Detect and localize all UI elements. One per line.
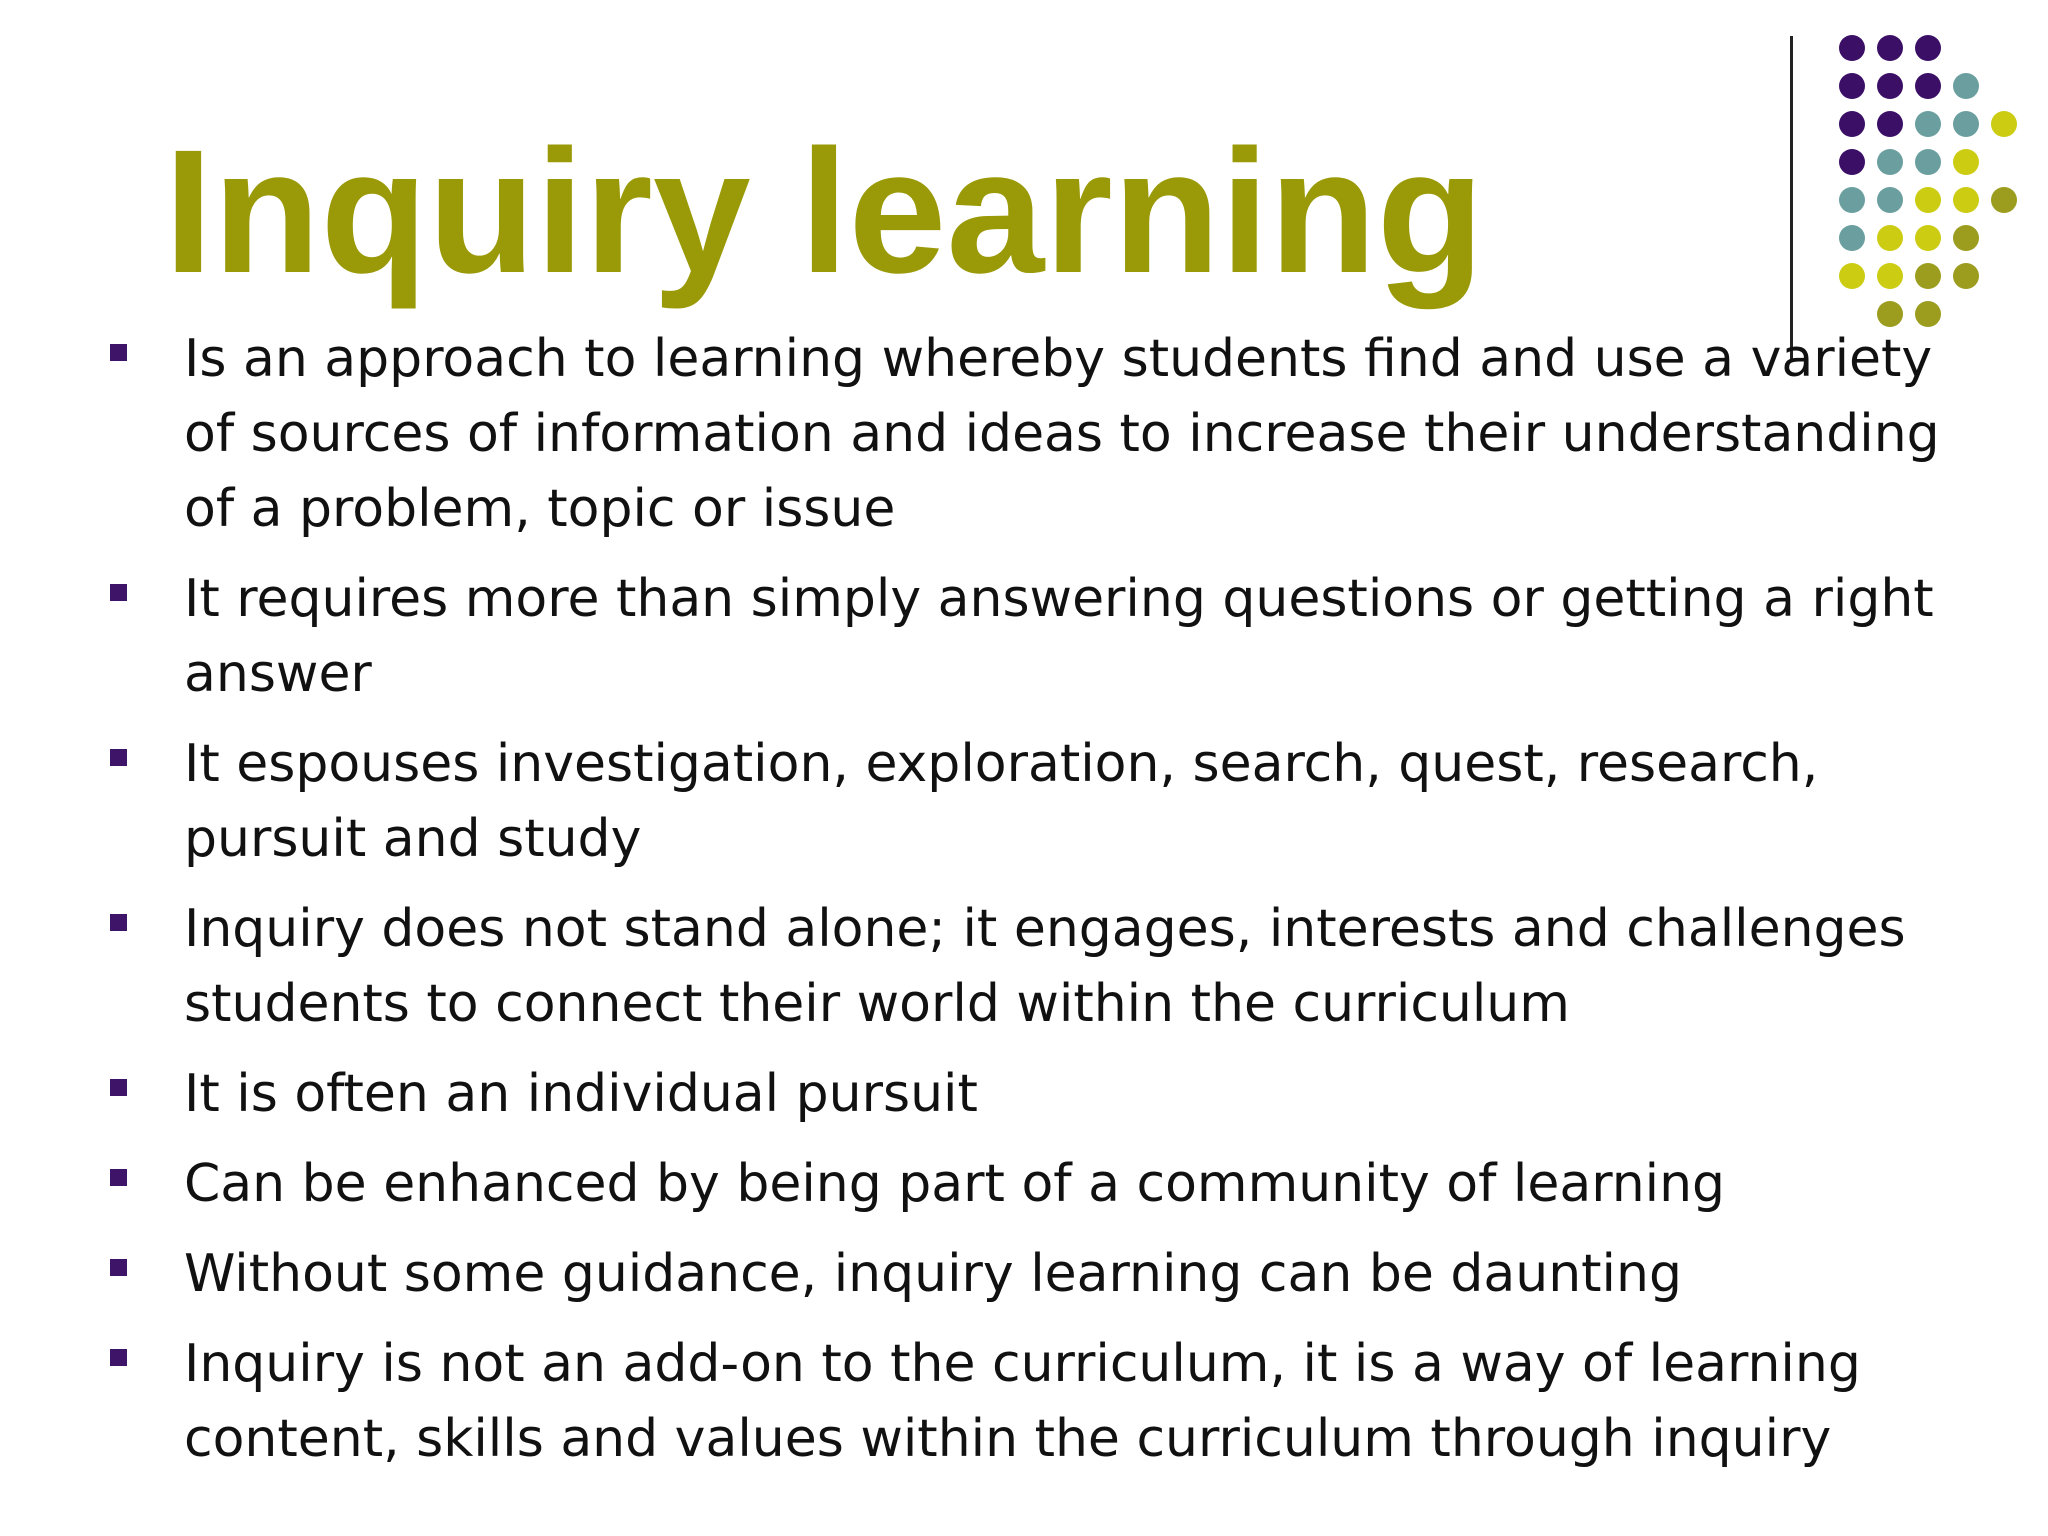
bullet-item bbox=[104, 892, 1944, 1042]
bullet-item bbox=[104, 1057, 1944, 1132]
decorative-dot bbox=[1953, 263, 1979, 289]
bullet-text: It espouses investigation, exploration, search, quest, research, pursuit and study bbox=[184, 734, 1819, 869]
bullet-list bbox=[104, 322, 1944, 1492]
bullet-item bbox=[104, 1147, 1944, 1222]
square-bullet-icon bbox=[110, 1169, 127, 1186]
decorative-dot bbox=[1991, 187, 2017, 213]
decorative-dot bbox=[1839, 187, 1865, 213]
decorative-dot bbox=[1877, 149, 1903, 175]
bullet-item bbox=[104, 727, 1944, 877]
decorative-dot bbox=[1953, 149, 1979, 175]
square-bullet-icon bbox=[110, 1079, 127, 1096]
bullet-item bbox=[104, 322, 1944, 547]
decorative-dot bbox=[1877, 73, 1903, 99]
decorative-dot bbox=[1839, 73, 1865, 99]
decorative-dot bbox=[1877, 35, 1903, 61]
decorative-dot bbox=[1915, 225, 1941, 251]
bullet-text: Without some guidance, inquiry learning can be daunting bbox=[184, 1244, 1682, 1304]
decorative-dot bbox=[1915, 187, 1941, 213]
bullet-item bbox=[104, 1327, 1944, 1477]
square-bullet-icon bbox=[110, 584, 127, 601]
decorative-dot bbox=[1991, 111, 2017, 137]
bullet-text: It requires more than simply answering questions or getting a right answer bbox=[184, 569, 1934, 704]
decorative-dot bbox=[1839, 225, 1865, 251]
square-bullet-icon bbox=[110, 1349, 127, 1366]
bullet-item bbox=[104, 1237, 1944, 1312]
bullet-item bbox=[104, 562, 1944, 712]
decorative-dot bbox=[1877, 111, 1903, 137]
title-divider-line bbox=[1790, 36, 1793, 360]
square-bullet-icon bbox=[110, 344, 127, 361]
decorative-dot bbox=[1839, 263, 1865, 289]
decorative-dot bbox=[1915, 73, 1941, 99]
decorative-dot bbox=[1953, 225, 1979, 251]
bullet-text: Can be enhanced by being part of a community of learning bbox=[184, 1154, 1726, 1214]
bullet-text: It is often an individual pursuit bbox=[184, 1064, 978, 1124]
decorative-dot bbox=[1877, 187, 1903, 213]
bullet-text: Inquiry does not stand alone; it engages, interests and challenges students to connect their world within the curriculum bbox=[184, 899, 1906, 1034]
square-bullet-icon bbox=[110, 1259, 127, 1276]
decorative-dot bbox=[1839, 35, 1865, 61]
square-bullet-icon bbox=[110, 914, 127, 931]
decorative-dot bbox=[1839, 149, 1865, 175]
decorative-dot bbox=[1877, 225, 1903, 251]
bullet-text: Is an approach to learning whereby students find and use a variety of sources of information and ideas to increase their understanding of a problem, topic or issue bbox=[184, 329, 1940, 539]
bullet-text: Inquiry is not an add-on to the curriculum, it is a way of learning content, skills and values within the curriculum through inquiry bbox=[184, 1334, 1861, 1469]
decorative-dot bbox=[1877, 263, 1903, 289]
decorative-dot bbox=[1839, 111, 1865, 137]
decorative-dot bbox=[1953, 73, 1979, 99]
decorative-dot bbox=[1915, 149, 1941, 175]
decorative-dot bbox=[1953, 187, 1979, 213]
decorative-dot bbox=[1915, 111, 1941, 137]
decorative-dot bbox=[1915, 263, 1941, 289]
square-bullet-icon bbox=[110, 749, 127, 766]
decorative-dot bbox=[1953, 111, 1979, 137]
decorative-dot bbox=[1915, 35, 1941, 61]
slide-title: Inquiry learning bbox=[164, 114, 1485, 310]
